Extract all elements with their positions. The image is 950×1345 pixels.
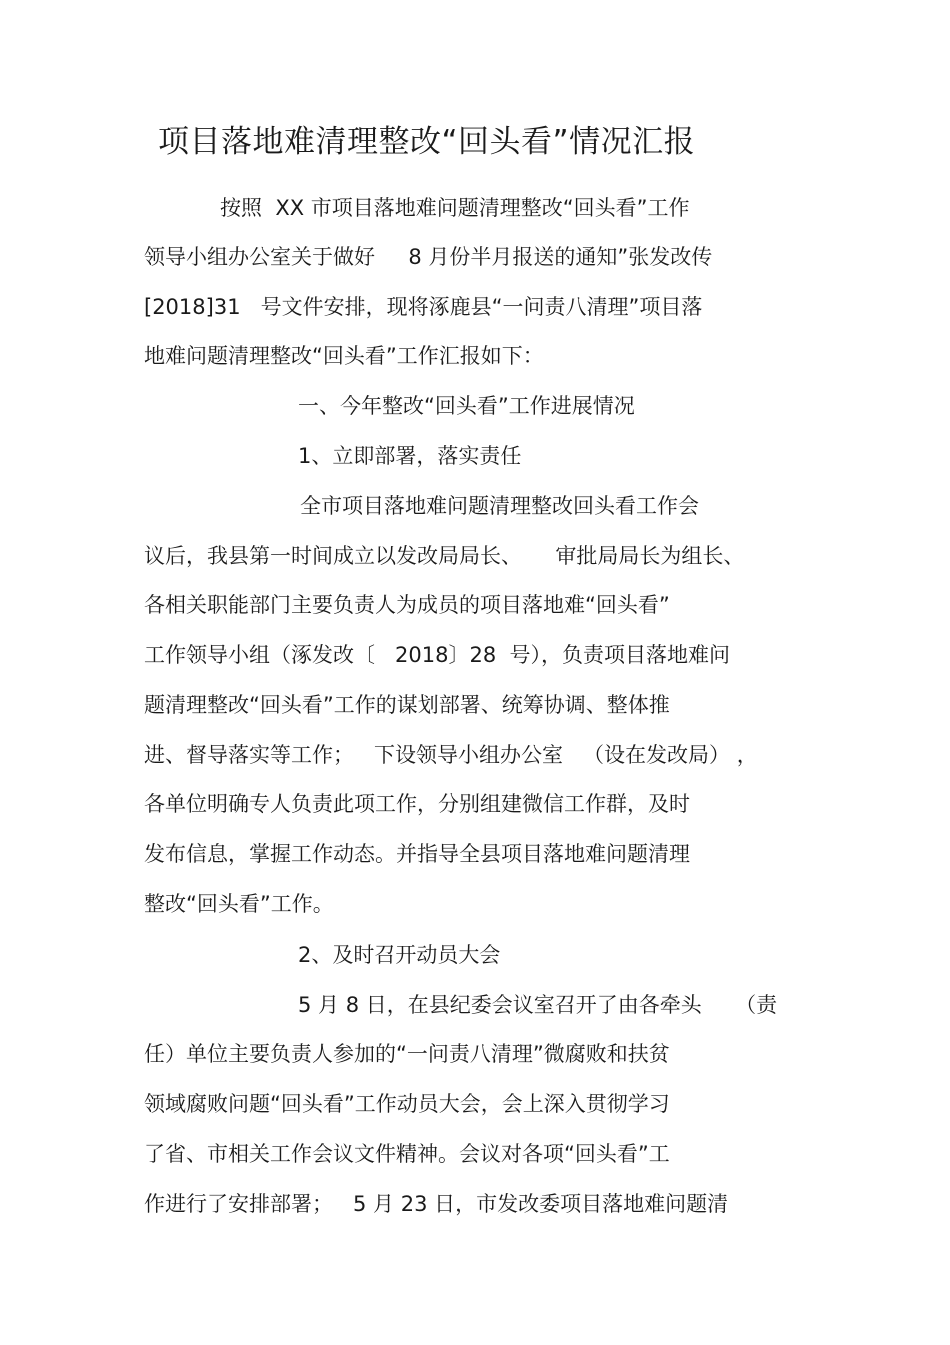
paragraph-line: 按照 XX 市项目落地难问题清理整改“回头看”工作 — [220, 196, 690, 220]
paragraph-line: 作进行了安排部署； 5 月 23 日，市发改委项目落地难问题清 — [144, 1192, 729, 1216]
paragraph-line: 题清理整改“回头看”工作的谋划部署、统筹协调、整体推 — [144, 693, 670, 717]
paragraph-line: 发布信息，掌握工作动态。并指导全县项目落地难问题清理 — [144, 842, 690, 866]
paragraph-line: [2018]31 号文件安排，现将涿鹿县“一问责八清理”项目落 — [144, 295, 703, 319]
paragraph-line: 工作领导小组（涿发改〔 2018〕28 号），负责项目落地难问 — [144, 643, 731, 667]
subsection-heading: 1、立即部署，落实责任 — [298, 444, 522, 468]
paragraph-line: 各单位明确专人负责此项工作，分别组建微信工作群，及时 — [144, 792, 690, 816]
paragraph-line: 地难问题清理整改“回头看”工作汇报如下： — [144, 344, 544, 368]
paragraph-line: 了省、市相关工作会议文件精神。会议对各项“回头看”工 — [144, 1142, 670, 1166]
section-heading: 一、今年整改“回头看”工作进展情况 — [298, 394, 635, 418]
document-title: 项目落地难清理整改“回头看”情况汇报 — [158, 124, 696, 160]
paragraph-line: 议后，我县第一时间成立以发改局局长、 审批局局长为组长、 — [144, 544, 745, 568]
subsection-heading: 2、及时召开动员大会 — [298, 943, 501, 967]
paragraph-line: 全市项目落地难问题清理整改回头看工作会 — [300, 494, 699, 518]
paragraph-line: 各相关职能部门主要负责人为成员的项目落地难“回头看” — [144, 593, 670, 617]
paragraph-line: 进、督导落实等工作； 下设领导小组办公室 （设在发改局） ， — [144, 743, 758, 767]
paragraph-line: 领导小组办公室关于做好 8 月份半月报送的通知”张发改传 — [144, 245, 713, 269]
paragraph-line: 5 月 8 日，在县纪委会议室召开了由各牵头 （责 — [298, 993, 778, 1017]
paragraph-line: 整改“回头看”工作。 — [144, 892, 334, 916]
paragraph-line: 领域腐败问题“回头看”工作动员大会，会上深入贯彻学习 — [144, 1092, 670, 1116]
paragraph-line: 任）单位主要负责人参加的“一问责八清理”微腐败和扶贫 — [144, 1042, 670, 1066]
